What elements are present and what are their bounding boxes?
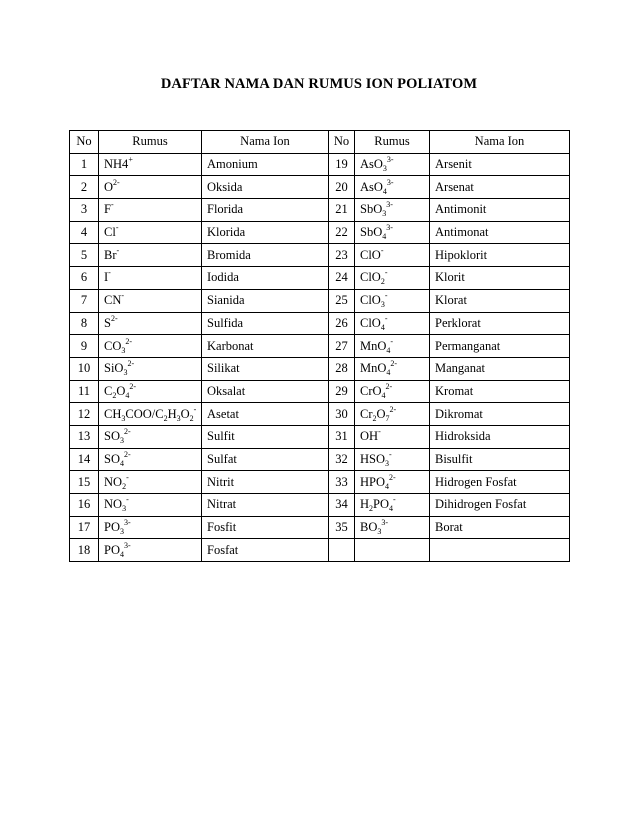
nama-ion-cell-2: Dikromat bbox=[430, 403, 570, 426]
nama-ion-cell-2: Permanganat bbox=[430, 335, 570, 358]
no-cell-2: 28 bbox=[329, 357, 355, 380]
nama-ion-cell-2: Hidrogen Fosfat bbox=[430, 471, 570, 494]
rumus-cell: $PO_3^{3-}$ bbox=[99, 516, 202, 539]
table-body bbox=[70, 153, 570, 561]
no-cell: 17 bbox=[70, 516, 99, 539]
table-row bbox=[70, 494, 570, 517]
rumus-cell-2: $Cr_2O_7^{2-}$ bbox=[355, 403, 430, 426]
rumus-cell: F- bbox=[99, 199, 202, 222]
nama-ion-cell-2: Borat bbox=[430, 516, 570, 539]
nama-ion-cell-2: Antimonit bbox=[430, 199, 570, 222]
header-rumus-2: Rumus bbox=[355, 131, 430, 154]
nama-ion-cell: Sianida bbox=[202, 289, 329, 312]
rumus-cell: SiO$_3^{2-}$ bbox=[99, 357, 202, 380]
rumus-cell-2: CrO$_4^{2-}$ bbox=[355, 380, 430, 403]
no-cell-2: 34 bbox=[329, 494, 355, 517]
rumus-cell-2: AsO$_4^{3-}$ bbox=[355, 176, 430, 199]
no-cell-2: 22 bbox=[329, 221, 355, 244]
nama-ion-cell-2 bbox=[430, 539, 570, 562]
no-cell: 1 bbox=[70, 153, 99, 176]
nama-ion-cell-2: Klorat bbox=[430, 289, 570, 312]
rumus-cell: I- bbox=[99, 267, 202, 290]
no-cell-2: 20 bbox=[329, 176, 355, 199]
no-cell-2: 19 bbox=[329, 153, 355, 176]
nama-ion-cell: Iodida bbox=[202, 267, 329, 290]
rumus-cell: Cl- bbox=[99, 221, 202, 244]
no-cell-2: 35 bbox=[329, 516, 355, 539]
table-header-row bbox=[70, 131, 570, 154]
no-cell: 10 bbox=[70, 357, 99, 380]
rumus-cell: $C_2O_4^{2-}$ bbox=[99, 380, 202, 403]
document-title: DAFTAR NAMA DAN RUMUS ION POLIATOM bbox=[160, 76, 478, 92]
rumus-cell-2: $H_2PO_4^-$ bbox=[355, 494, 430, 517]
no-cell-2: 27 bbox=[329, 335, 355, 358]
rumus-cell: $S^{2-}$ bbox=[99, 312, 202, 335]
table-row bbox=[70, 244, 570, 267]
nama-ion-cell: Fosfat bbox=[202, 539, 329, 562]
table-row bbox=[70, 289, 570, 312]
rumus-cell-2: ClO- bbox=[355, 244, 430, 267]
no-cell-2: 29 bbox=[329, 380, 355, 403]
no-cell: 15 bbox=[70, 471, 99, 494]
rumus-cell-2: SbO$_3^{3-}$ bbox=[355, 199, 430, 222]
nama-ion-cell: Bromida bbox=[202, 244, 329, 267]
nama-ion-cell: Sulfit bbox=[202, 425, 329, 448]
rumus-cell-2: SbO$_4^{3-}$ bbox=[355, 221, 430, 244]
no-cell: 13 bbox=[70, 425, 99, 448]
table-row bbox=[70, 335, 570, 358]
no-cell: 18 bbox=[70, 539, 99, 562]
table-row bbox=[70, 153, 570, 176]
header-nama-ion-2: Nama Ion bbox=[430, 131, 570, 154]
no-cell: 7 bbox=[70, 289, 99, 312]
rumus-cell-2: $BO_3^{3-}$ bbox=[355, 516, 430, 539]
rumus-cell: CN- bbox=[99, 289, 202, 312]
no-cell-2 bbox=[329, 539, 355, 562]
no-cell: 9 bbox=[70, 335, 99, 358]
rumus-cell-2: $HPO_4^{2-}$ bbox=[355, 471, 430, 494]
nama-ion-cell-2: Perklorat bbox=[430, 312, 570, 335]
rumus-cell-2 bbox=[355, 539, 430, 562]
table-row bbox=[70, 471, 570, 494]
rumus-cell-2: OH- bbox=[355, 425, 430, 448]
nama-ion-cell-2: Hipoklorit bbox=[430, 244, 570, 267]
header-no-2: No bbox=[329, 131, 355, 154]
no-cell-2: 24 bbox=[329, 267, 355, 290]
no-cell-2: 21 bbox=[329, 199, 355, 222]
no-cell-2: 26 bbox=[329, 312, 355, 335]
header-nama-ion: Nama Ion bbox=[202, 131, 329, 154]
nama-ion-cell: Nitrit bbox=[202, 471, 329, 494]
no-cell: 14 bbox=[70, 448, 99, 471]
nama-ion-cell: Amonium bbox=[202, 153, 329, 176]
no-cell: 11 bbox=[70, 380, 99, 403]
no-cell: 16 bbox=[70, 494, 99, 517]
rumus-cell-2: ClO$_3$- bbox=[355, 289, 430, 312]
table-row bbox=[70, 176, 570, 199]
nama-ion-cell: Florida bbox=[202, 199, 329, 222]
ion-table bbox=[69, 130, 570, 562]
nama-ion-cell-2: Manganat bbox=[430, 357, 570, 380]
rumus-cell: $O^{2-}$ bbox=[99, 176, 202, 199]
nama-ion-cell: Oksida bbox=[202, 176, 329, 199]
header-rumus: Rumus bbox=[99, 131, 202, 154]
rumus-cell-2: MnO$_4^{2-}$ bbox=[355, 357, 430, 380]
table-row bbox=[70, 221, 570, 244]
table-row bbox=[70, 267, 570, 290]
nama-ion-cell-2: Hidroksida bbox=[430, 425, 570, 448]
rumus-cell: $SO_3^{2-}$ bbox=[99, 425, 202, 448]
nama-ion-cell-2: Klorit bbox=[430, 267, 570, 290]
table-row bbox=[70, 357, 570, 380]
no-cell: 12 bbox=[70, 403, 99, 426]
table-row bbox=[70, 380, 570, 403]
no-cell: 6 bbox=[70, 267, 99, 290]
nama-ion-cell-2: Dihidrogen Fosfat bbox=[430, 494, 570, 517]
no-cell: 2 bbox=[70, 176, 99, 199]
rumus-cell-2: ClO$_2$- bbox=[355, 267, 430, 290]
table-row bbox=[70, 403, 570, 426]
nama-ion-cell: Fosfit bbox=[202, 516, 329, 539]
nama-ion-cell-2: Arsenit bbox=[430, 153, 570, 176]
table-row bbox=[70, 516, 570, 539]
no-cell-2: 30 bbox=[329, 403, 355, 426]
rumus-cell: $CH_3COO/C_2H_3O_2^-$ bbox=[99, 403, 202, 426]
nama-ion-cell: Sulfida bbox=[202, 312, 329, 335]
no-cell: 4 bbox=[70, 221, 99, 244]
nama-ion-cell: Oksalat bbox=[202, 380, 329, 403]
nama-ion-cell: Sulfat bbox=[202, 448, 329, 471]
rumus-cell: Br- bbox=[99, 244, 202, 267]
table-row bbox=[70, 199, 570, 222]
no-cell: 8 bbox=[70, 312, 99, 335]
nama-ion-cell-2: Kromat bbox=[430, 380, 570, 403]
no-cell-2: 31 bbox=[329, 425, 355, 448]
rumus-cell: NH4+ bbox=[99, 153, 202, 176]
no-cell: 3 bbox=[70, 199, 99, 222]
rumus-cell: $NO_3^-$ bbox=[99, 494, 202, 517]
rumus-cell-2: AsO$_3^{3-}$ bbox=[355, 153, 430, 176]
table-row bbox=[70, 425, 570, 448]
no-cell-2: 25 bbox=[329, 289, 355, 312]
table-row bbox=[70, 312, 570, 335]
rumus-cell-2: $HSO_3^-$ bbox=[355, 448, 430, 471]
no-cell-2: 32 bbox=[329, 448, 355, 471]
no-cell: 5 bbox=[70, 244, 99, 267]
rumus-cell: $NO_2^-$ bbox=[99, 471, 202, 494]
header-no: No bbox=[70, 131, 99, 154]
no-cell-2: 33 bbox=[329, 471, 355, 494]
nama-ion-cell: Asetat bbox=[202, 403, 329, 426]
rumus-cell: $PO_4^{3-}$ bbox=[99, 539, 202, 562]
nama-ion-cell-2: Arsenat bbox=[430, 176, 570, 199]
nama-ion-cell: Silikat bbox=[202, 357, 329, 380]
table-row bbox=[70, 448, 570, 471]
rumus-cell: $CO_3^{2-}$ bbox=[99, 335, 202, 358]
rumus-cell: $SO_4^{2-}$ bbox=[99, 448, 202, 471]
rumus-cell-2: ClO$_4$- bbox=[355, 312, 430, 335]
nama-ion-cell: Karbonat bbox=[202, 335, 329, 358]
no-cell-2: 23 bbox=[329, 244, 355, 267]
table-row bbox=[70, 539, 570, 562]
rumus-cell-2: MnO$_4$- bbox=[355, 335, 430, 358]
nama-ion-cell: Klorida bbox=[202, 221, 329, 244]
nama-ion-cell: Nitrat bbox=[202, 494, 329, 517]
nama-ion-cell-2: Antimonat bbox=[430, 221, 570, 244]
nama-ion-cell-2: Bisulfit bbox=[430, 448, 570, 471]
